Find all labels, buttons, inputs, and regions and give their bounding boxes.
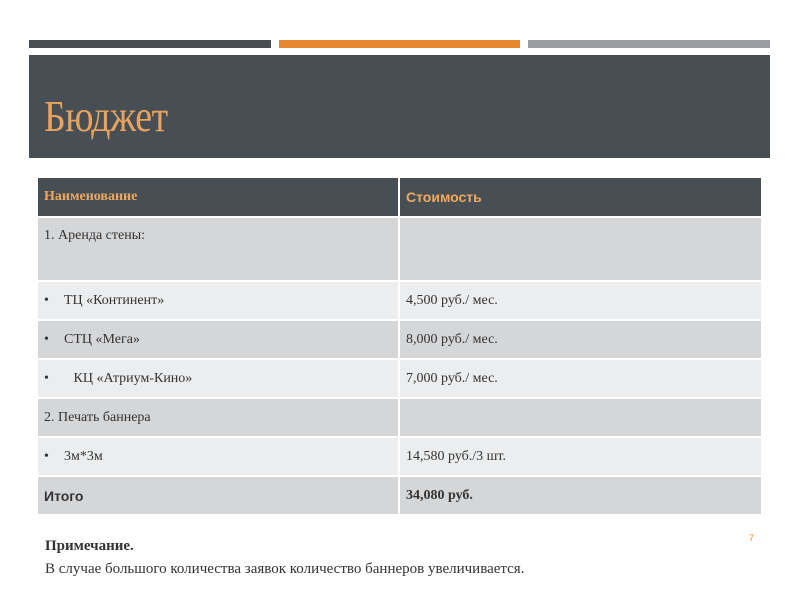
row-cost: 7,000 руб./ мес. [399, 359, 761, 398]
top-stripe-gray [528, 40, 770, 48]
top-stripe-dark [29, 40, 271, 48]
top-stripe-orange [279, 40, 520, 48]
slide-title: Бюджет [44, 92, 168, 141]
header-name: Наименование [38, 178, 399, 217]
table-row [38, 217, 761, 281]
table-row [38, 359, 761, 398]
row-name: 2. Печать баннера [38, 398, 399, 437]
row-name: 1. Аренда стены: [38, 217, 399, 281]
page-number: 7 [749, 533, 755, 543]
row-name: • СТЦ «Мега» [38, 320, 399, 359]
total-value: 34,080 руб. [399, 476, 761, 514]
row-cost: 8,000 руб./ мес. [399, 320, 761, 359]
row-cost: 14,580 руб./3 шт. [399, 437, 761, 476]
row-cost [399, 217, 761, 281]
row-cost: 4,500 руб./ мес. [399, 281, 761, 320]
note-title: Примечание. [45, 538, 134, 554]
title-bar [29, 55, 770, 158]
row-name: • 3м*3м [38, 437, 399, 476]
table-header-row [38, 178, 761, 217]
bullet-mark: • [44, 448, 49, 464]
total-label: Итого [38, 476, 399, 514]
budget-table [38, 178, 761, 514]
row-name: • КЦ «Атриум-Кино» [38, 359, 399, 398]
table-total-row [38, 476, 761, 514]
bullet-mark: • [44, 370, 49, 386]
table-row [38, 281, 761, 320]
note-text: В случае большого количества заявок количество баннеров увеличивается. [45, 561, 525, 577]
row-name: • ТЦ «Континент» [38, 281, 399, 320]
bullet-mark: • [44, 331, 49, 347]
row-cost [399, 398, 761, 437]
bullet-mark: • [44, 292, 49, 308]
table-row [38, 398, 761, 437]
table-row [38, 320, 761, 359]
header-cost: Стоимость [399, 178, 761, 217]
table-row [38, 437, 761, 476]
